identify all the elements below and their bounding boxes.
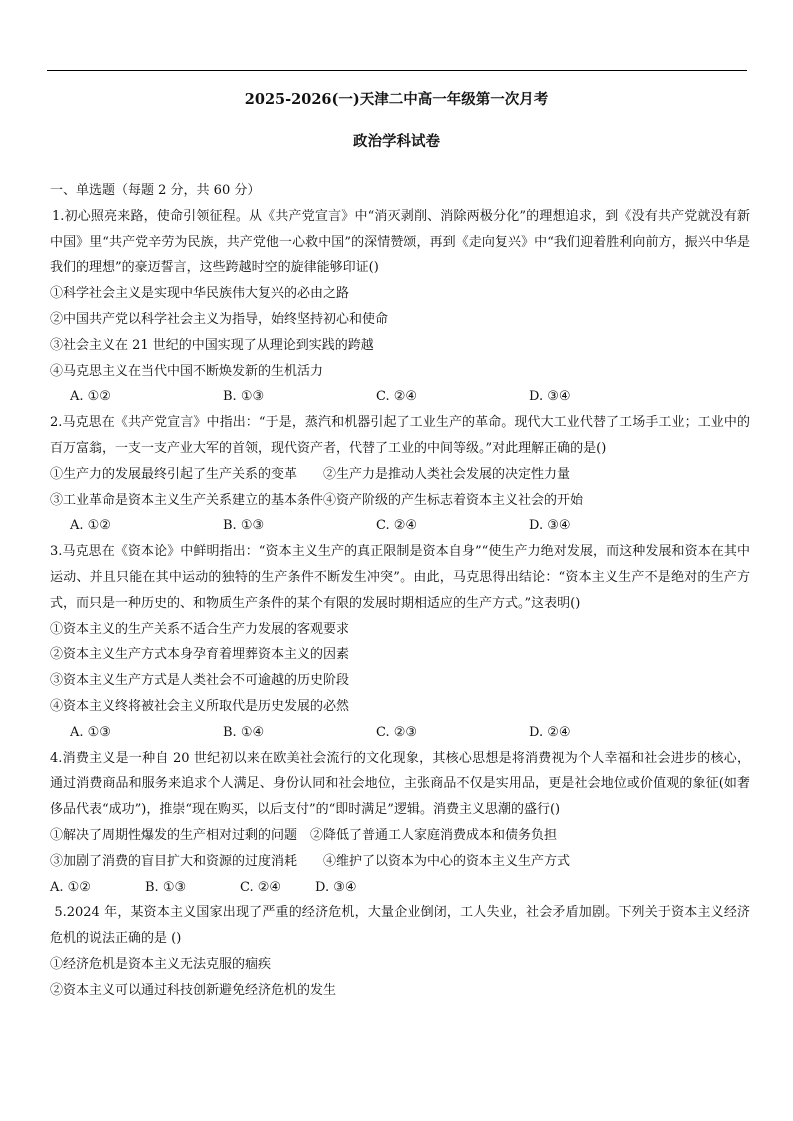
option-d[interactable]: D. ③④	[315, 879, 357, 895]
question-1	[50, 204, 750, 410]
statement-item: ③加剧了消费的盲目扩大和资源的过度消耗 ④维护了以资本为中心的资本主义生产方式	[50, 853, 571, 869]
question-3	[50, 539, 750, 745]
statement-item: ①生产力的发展最终引起了生产关系的变革 ②生产力是推动人类社会发展的决定性力量	[50, 466, 571, 482]
statement-item: ②中国共产党以科学社会主义为指导，始终坚持初心和使命	[50, 311, 389, 327]
option-d[interactable]: D. ③④	[529, 518, 571, 534]
option-d[interactable]: D. ③④	[529, 389, 571, 405]
option-c[interactable]: C. ②③	[376, 724, 418, 740]
statement-item: ①资本主义的生产关系不适合生产力发展的客观要求	[50, 621, 350, 637]
answer-options	[50, 720, 750, 746]
option-a[interactable]: A. ①③	[70, 724, 111, 740]
option-b[interactable]: B. ①④	[223, 724, 265, 740]
statement-item: ②资本主义可以通过科技创新避免经济危机的发生	[50, 982, 337, 998]
statement-item: ④资本主义终将被社会主义所取代是历史发展的必然	[50, 698, 350, 714]
exam-title: 2025-2026(一)天津二中高一年级第一次月考	[244, 91, 549, 108]
option-a[interactable]: A. ①②	[50, 879, 91, 895]
question-5	[50, 900, 750, 1003]
question-stem: 4.消费主义是一种自 20 世纪初以来在欧美社会流行的文化现象，其核心思想是将消费视为个人幸福和社会进步的核心，通过消费商品和服务来追求个人满足、身份认同和社会地位，主张商品不仅是实用品，更是社会地位或价值观的象征(如奢侈品代表“成功”)，推崇“现在购买，以后支付”的“即时满足”逻辑。消费主义思潮的盛行()	[50, 750, 750, 818]
option-d[interactable]: D. ②④	[529, 724, 571, 740]
question-2	[50, 410, 750, 539]
option-c[interactable]: C. ②④	[376, 389, 418, 405]
option-b[interactable]: B. ①③	[145, 879, 187, 895]
question-stem: 5.2024 年，某资本主义国家出现了严重的经济危机，大量企业倒闭，工人失业，社会矛盾加剧。下列关于资本主义经济危机的说法正确的是 ()	[50, 905, 750, 947]
option-a[interactable]: A. ①②	[70, 518, 111, 534]
statement-item: ①解决了周期性爆发的生产相对过剩的问题 ②降低了普通工人家庭消费成本和债务负担	[50, 827, 558, 843]
question-4	[50, 746, 750, 901]
answer-options	[50, 875, 750, 901]
statement-item: ③工业革命是资本主义生产关系建立的基本条件④资产阶级的产生标志着资本主义社会的开始	[50, 492, 584, 508]
answer-options	[50, 384, 750, 410]
statement-item: ①科学社会主义是实现中华民族伟大复兴的必由之路	[50, 286, 350, 302]
answer-options	[50, 513, 750, 539]
question-stem: 2.马克思在《共产党宣言》中指出：“于是，蒸汽和机器引起了工业生产的革命。现代大工业代替了工场手工业；工业中的百万富翁，一支一支产业大军的首领，现代资产者，代替了工业的中间等级。”对此理解正确的是()	[50, 415, 750, 456]
statement-item: ③社会主义在 21 世纪的中国实现了从理论到实践的跨越	[50, 337, 374, 353]
top-rule	[47, 70, 747, 71]
option-c[interactable]: C. ②④	[376, 518, 418, 534]
question-stem: 3.马克思在《资本论》中鲜明指出：“资本主义生产的真正限制是资本自身”“使生产力绝对发展，而这种发展和资本在其中运动、并且只能在其中运动的独特的生产条件不断发生冲突”。由此，马克思得出结论：“资本主义生产不是绝对的生产方式，而只是一种历史的、和物质生产条件的某个有限的发展时期相适应的生产方式。”这表明()	[50, 544, 750, 611]
question-stem: 1.初心照亮来路，使命引领征程。从《共产党宣言》中“消灭剥削、消除两极分化”的理想追求，到《没有共产党就没有新中国》里“共产党辛劳为民族，共产党他一心救中国”的深情赞颂，再到《走向复兴》中“我们迎着胜利向前方，振兴中华是我们的理想”的豪迈誓言，这些跨越时空的旋律能够印证()	[50, 208, 750, 276]
exam-subtitle: 政治学科试卷	[353, 133, 440, 150]
option-c[interactable]: C. ②④	[240, 879, 282, 895]
statement-item: ③资本主义生产方式是人类社会不可逾越的历史阶段	[50, 673, 350, 689]
option-a[interactable]: A. ①②	[70, 389, 111, 405]
statement-item: ①经济危机是资本主义无法克服的痼疾	[50, 956, 272, 972]
statement-item: ④马克思主义在当代中国不断焕发新的生机活力	[50, 363, 324, 379]
exam-content	[50, 178, 750, 1004]
option-b[interactable]: B. ①③	[223, 389, 265, 405]
statement-item: ②资本主义生产方式本身孕育着埋葬资本主义的因素	[50, 647, 350, 663]
option-b[interactable]: B. ①③	[223, 518, 265, 534]
section-heading: 一、单选题（每题 2 分，共 60 分）	[50, 183, 261, 198]
